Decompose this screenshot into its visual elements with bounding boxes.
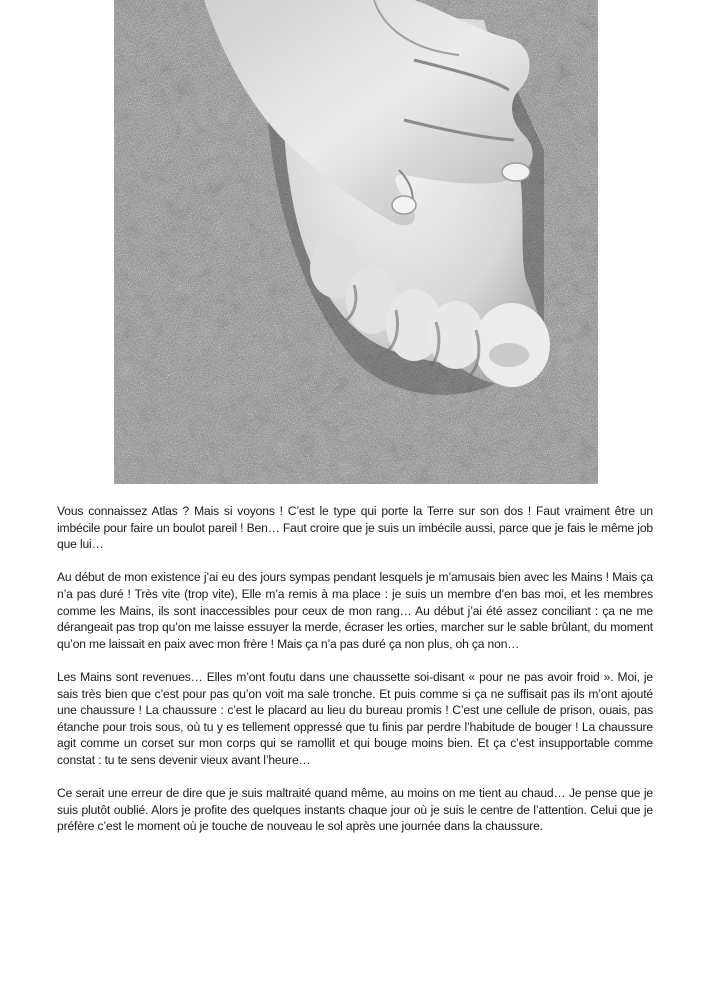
paragraph: Au début de mon existence j’ai eu des jours sympas pendant lesquels je m’amusais bien avec les Mains ! Mais ça n’a pas duré ! Très vite (trop vite), Elle m’a remis à ma place : je suis un membre d’en bas moi, et les membres comme les Mains, ils sont inaccessibles pour ceux de mon rang… Au début j’ai été assez conciliant : ça ne me dérangeait pas trop qu’on me laisse essuyer la merde, écraser les orties, marcher sur le sable brûlant, du moment qu’on me laissait en paix avec mon frère ! Mais ça n’a pas duré ça non plus, oh ça non… (57, 570, 653, 651)
paragraph: Les Mains sont revenues… Elles m’ont foutu dans une chaussette soi-disant « pour ne pas avoir froid ». Moi, je sais très bien que c’est pour pas qu’on voit ma sale tronche. Et puis comme si ça ne suffisait pas ils m’ont ajouté une chaussure ! La chaussure : c’est le placard au lieu du bureau promis ! C’est une cellule de prison, ouais, pas étanche pour trois sous, où tu y es tellement oppressé que tu finis par perdre l’habitude de bouger ! La chaussure agit comme un corset sur mon corps qui se ramollit et qui bouge moins bien. Et ça c’est insupportable comme constat : tu te sens devenir vieux avant l’heure… (57, 669, 653, 767)
photo-hand-holding-foot (114, 0, 598, 484)
paragraph: Ce serait une erreur de dire que je suis maltraité quand même, au moins on me tient au chaud… Je pense que je suis plutôt oublié. Alors je profite des quelques instants chaque jour où je suis le centre de l’attention. Celui que je préfère c’est le moment où je touche de nouveau le sol après une journée dans la chaussure. (57, 786, 653, 834)
paragraph: Vous connaissez Atlas ? Mais si voyons ! C’est le type qui porte la Terre sur son dos ! Faut vraiment être un imbécile pour faire un boulot pareil ! Ben… Faut croire que je suis un imbécile aussi, parce que je fais le même job que lui… (57, 504, 653, 552)
photo-hand-holding-foot-icon (114, 0, 598, 484)
body-text (57, 503, 653, 851)
